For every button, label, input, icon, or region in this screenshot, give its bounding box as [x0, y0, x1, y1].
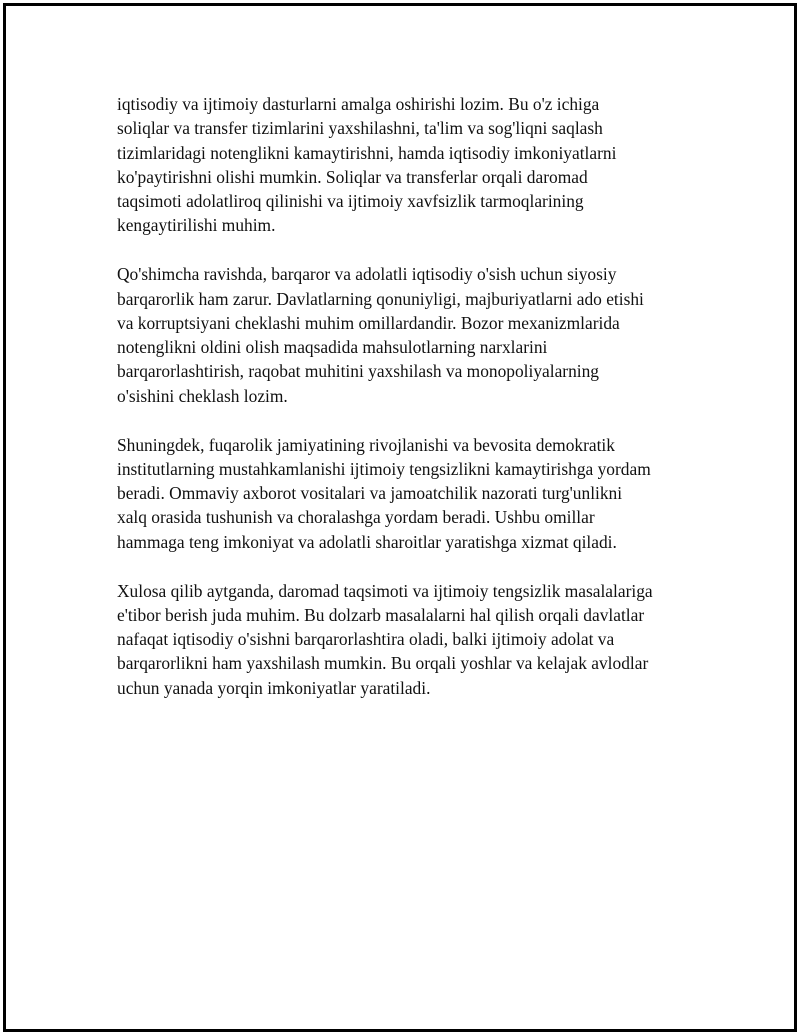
text-line: Shuningdek, fuqarolik jamiyatining rivojlanishi va bevosita demokratik [117, 434, 615, 455]
text-line: xalq orasida tushunish va choralashga yordam beradi. Ushbu omillar [117, 507, 595, 528]
paragraph-1 [117, 92, 697, 238]
text-line: Qo'shimcha ravishda, barqaror va adolatli iqtisodiy o'sish uchun siyosiy [117, 264, 617, 285]
paragraph-4 [117, 579, 697, 700]
text-line: va korruptsiyani cheklashi muhim omillardandir. Bozor mexanizmlarida [117, 312, 620, 333]
text-line: uchun yanada yorqin imkoniyatlar yaratiladi. [117, 677, 431, 698]
text-line: beradi. Ommaviy axborot vositalari va jamoatchilik nazorati turg'unlikni [117, 483, 623, 504]
text-line: Xulosa qilib aytganda, daromad taqsimoti va ijtimoiy tengsizlik masalalariga [117, 580, 653, 601]
text-line: tizimlaridagi notenglikni kamaytirishni, hamda iqtisodiy imkoniyatlarni [117, 142, 617, 163]
text-line: taqsimoti adolatliroq qilinishi va ijtimoiy xavfsizlik tarmoqlarining [117, 191, 584, 212]
text-line: kengaytirilishi muhim. [117, 215, 276, 236]
text-line: e'tibor berish juda muhim. Bu dolzarb masalalarni hal qilish orqali davlatlar [117, 604, 645, 625]
text-line: institutlarning mustahkamlanishi ijtimoiy tengsizlikni kamaytirishga yordam [117, 458, 651, 479]
text-line: ko'paytirishni olishi mumkin. Soliqlar va transferlar orqali daromad [117, 166, 588, 187]
text-line: iqtisodiy va ijtimoiy dasturlarni amalga oshirishi lozim. Bu o'z ichiga [117, 94, 600, 114]
text-line: barqarorlikni ham yaxshilash mumkin. Bu orqali yoshlar va kelajak avlodlar [117, 653, 649, 674]
document-body [117, 92, 697, 725]
text-line: barqarorlik ham zarur. Davlatlarning qonuniyligi, majburiyatlarni ado etishi [117, 288, 644, 309]
text-line: barqarorlashtirish, raqobat muhitini yaxshilash va monopoliyalarning [117, 361, 600, 382]
paragraph-3 [117, 433, 697, 554]
text-line: hammaga teng imkoniyat va adolatli sharoitlar yaratishga xizmat qiladi. [117, 531, 617, 552]
text-line: o'sishini cheklash lozim. [117, 385, 288, 406]
text-line: nafaqat iqtisodiy o'sishni barqarorlashtira oladi, balki ijtimoiy adolat va [117, 629, 615, 650]
text-line: soliqlar va transfer tizimlarini yaxshilashni, ta'lim va sog'liqni saqlash [117, 118, 603, 139]
paragraph-2 [117, 262, 697, 408]
text-line: notenglikni oldini olish maqsadida mahsulotlarning narxlarini [117, 337, 548, 358]
